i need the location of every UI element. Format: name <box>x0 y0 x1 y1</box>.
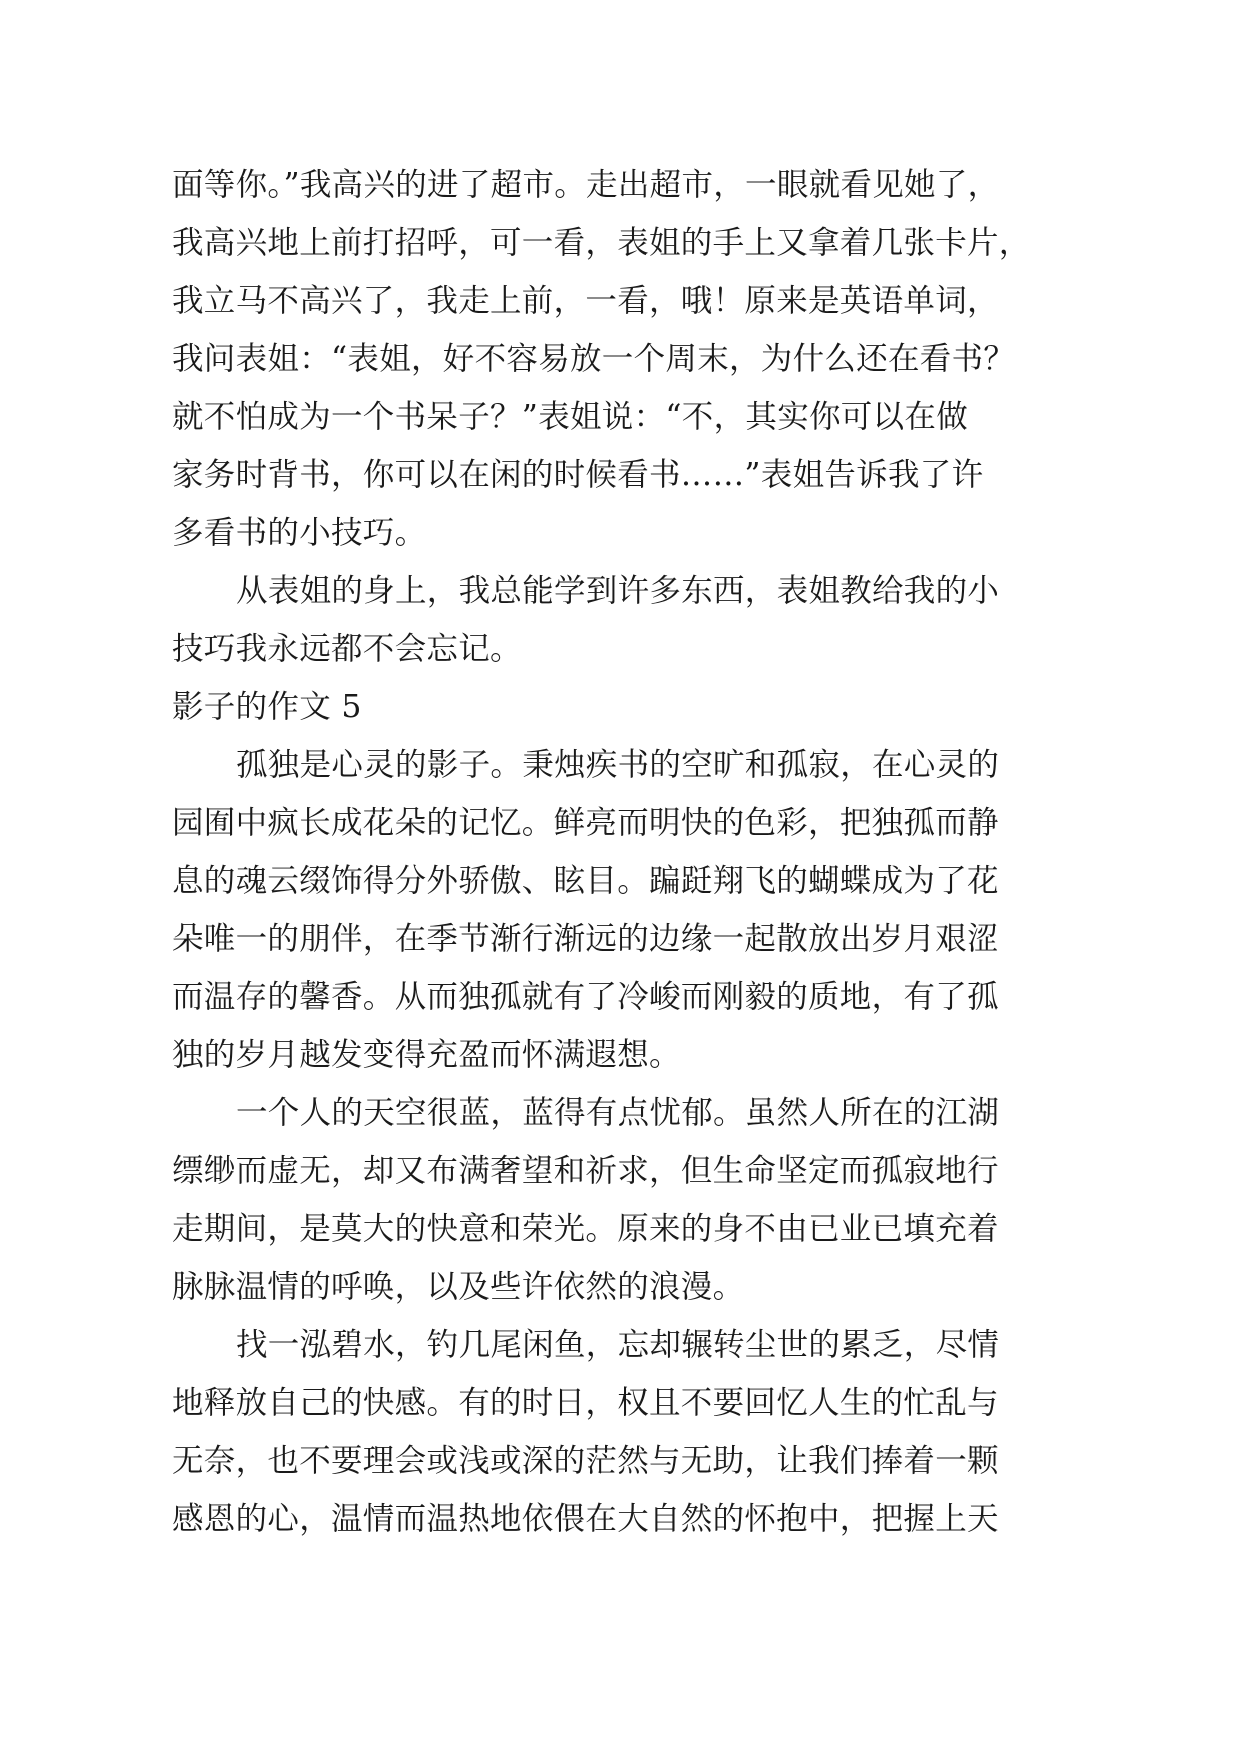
text-line: 地释放自己的快感。有的时日，权且不要回忆人生的忙乱与 <box>172 1385 999 1421</box>
text-line: 独的岁月越发变得充盈而怀满遐想。 <box>172 1037 681 1073</box>
paragraph-first-line: 孤独是心灵的影子。秉烛疾书的空旷和孤寂，在心灵的 <box>236 747 1000 783</box>
paragraph-first-line: 找一泓碧水，钓几尾闲鱼，忘却辗转尘世的累乏，尽情 <box>236 1327 1000 1363</box>
text-line: 息的魂云缀饰得分外骄傲、眩目。蹁跹翔飞的蝴蝶成为了花 <box>172 863 999 899</box>
text-line: 无奈，也不要理会或浅或深的茫然与无助，让我们捧着一颗 <box>172 1443 999 1479</box>
text-line: 技巧我永远都不会忘记。 <box>172 631 522 667</box>
text-line: 家务时背书，你可以在闲的时候看书……”表姐告诉我了许 <box>172 457 984 493</box>
document-body <box>172 156 1072 1548</box>
text-line: 走期间，是莫大的快意和荣光。原来的身不由已业已填充着 <box>172 1211 999 1247</box>
text-line: 而温存的馨香。从而独孤就有了冷峻而刚毅的质地，有了孤 <box>172 979 999 1015</box>
text-line: 我高兴地上前打招呼，可一看，表姐的手上又拿着几张卡片， <box>172 225 1031 261</box>
text-line: 缥缈而虚无，却又布满奢望和祈求，但生命坚定而孤寂地行 <box>172 1153 999 1189</box>
text-line: 感恩的心，温情而温热地依偎在大自然的怀抱中，把握上天 <box>172 1501 999 1537</box>
text-line: 面等你。”我高兴的进了超市。走出超市，一眼就看见她了， <box>172 167 1000 203</box>
section-heading: 影子的作文 5 <box>172 689 362 725</box>
text-line: 我问表姐：“表姐，好不容易放一个周末，为什么还在看书？ <box>172 341 1016 377</box>
text-line: 脉脉温情的呼唤，以及些许依然的浪漫。 <box>172 1269 745 1305</box>
text-line: 朵唯一的朋伴，在季节渐行渐远的边缘一起散放出岁月艰涩 <box>172 921 999 957</box>
paragraph-first-line: 一个人的天空很蓝，蓝得有点忧郁。虽然人所在的江湖 <box>236 1095 1000 1131</box>
text-line: 我立马不高兴了，我走上前，一看，哦！原来是英语单词， <box>172 283 999 319</box>
text-line: 就不怕成为一个书呆子？”表姐说：“不，其实你可以在做 <box>172 399 969 435</box>
text-line: 园囿中疯长成花朵的记忆。鲜亮而明快的色彩，把独孤而静 <box>172 805 999 841</box>
text-line: 多看书的小技巧。 <box>172 515 427 551</box>
paragraph-first-line: 从表姐的身上，我总能学到许多东西，表姐教给我的小 <box>236 573 1000 609</box>
